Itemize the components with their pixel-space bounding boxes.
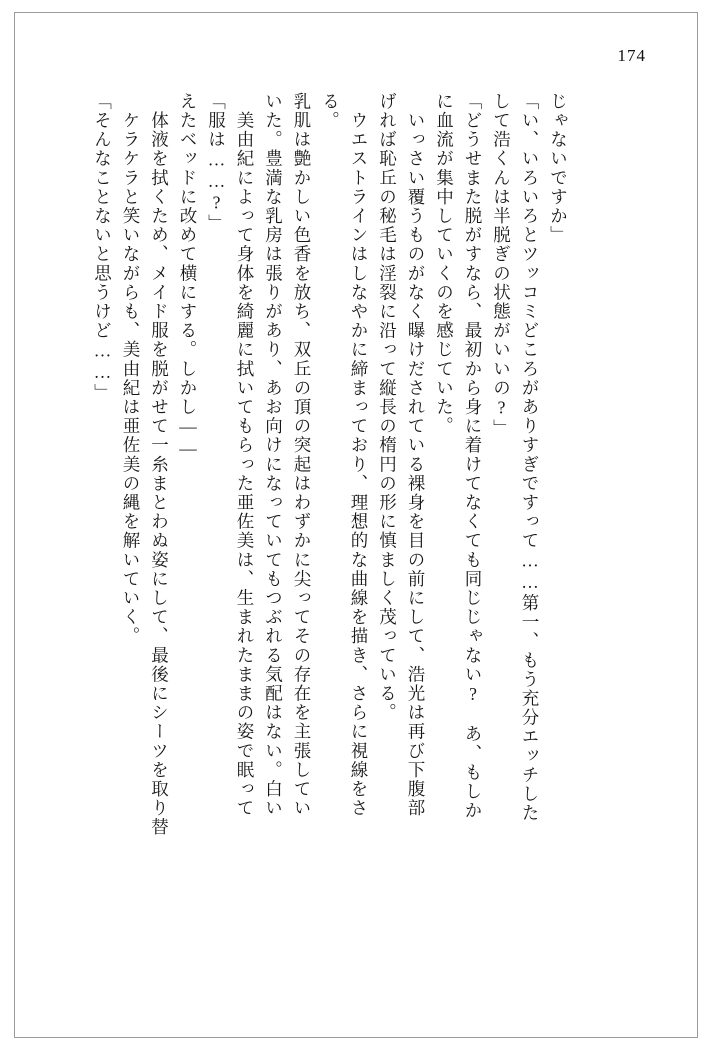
text-column: げれば恥丘の秘毛は淫裂に沿って縦長の楕円の形に慎ましく茂っている。 [377, 92, 398, 723]
text-column: 「どうせまた脱がすなら、最初から身に着けてなくても同じじゃない? あ、もしか [463, 92, 483, 821]
text-column: る。 [320, 92, 341, 131]
text-column: 「服は……?」 [206, 92, 227, 234]
text-column: 美由紀によって身体を綺麗に拭いてもらった亜佐美は、生まれたままの姿で眠って [235, 92, 255, 818]
text-column: いた。豊満な乳房は張りがあり、あお向けになっていてもつぶれる気配はない。白い [263, 92, 284, 818]
text-column: 乳肌は艶かしい色香を放ち、双丘の頂の突起はわずかに尖ってその存在を主張してい [292, 92, 312, 818]
text-column: 「そんなことないと思うけど……」 [92, 92, 113, 403]
text-column: いっさい覆うものがなく曝けだされている裸身を目の前にして、浩光は再び下腹部 [406, 92, 426, 818]
text-column: ケラケラと笑いながらも、美由紀は亜佐美の縄を解いていく。 [121, 92, 141, 646]
text-column: 体液を拭くため、メイド服を脱がせて一糸まとわぬ姿にして、最後にシーツを取り替 [149, 92, 170, 837]
text-column: に血流が集中していくのを感じていた。 [434, 92, 455, 436]
page-number: 174 [617, 46, 646, 65]
text-column: 「い、いろいろとツッコミどころがありすぎですって……第一、もう充分エッチした [520, 92, 540, 823]
text-column: して浩くんは半脱ぎの状態がいいの?」 [491, 92, 512, 439]
text-column: じゃないですか」 [548, 92, 569, 245]
vertical-text-block [82, 92, 642, 992]
text-column: ウエストラインはしなやかに締まっており、理想的な曲線を描き、さらに視線をさ [349, 92, 369, 818]
text-column: えたベッドに改めて横にする。しかし―― [178, 92, 198, 460]
